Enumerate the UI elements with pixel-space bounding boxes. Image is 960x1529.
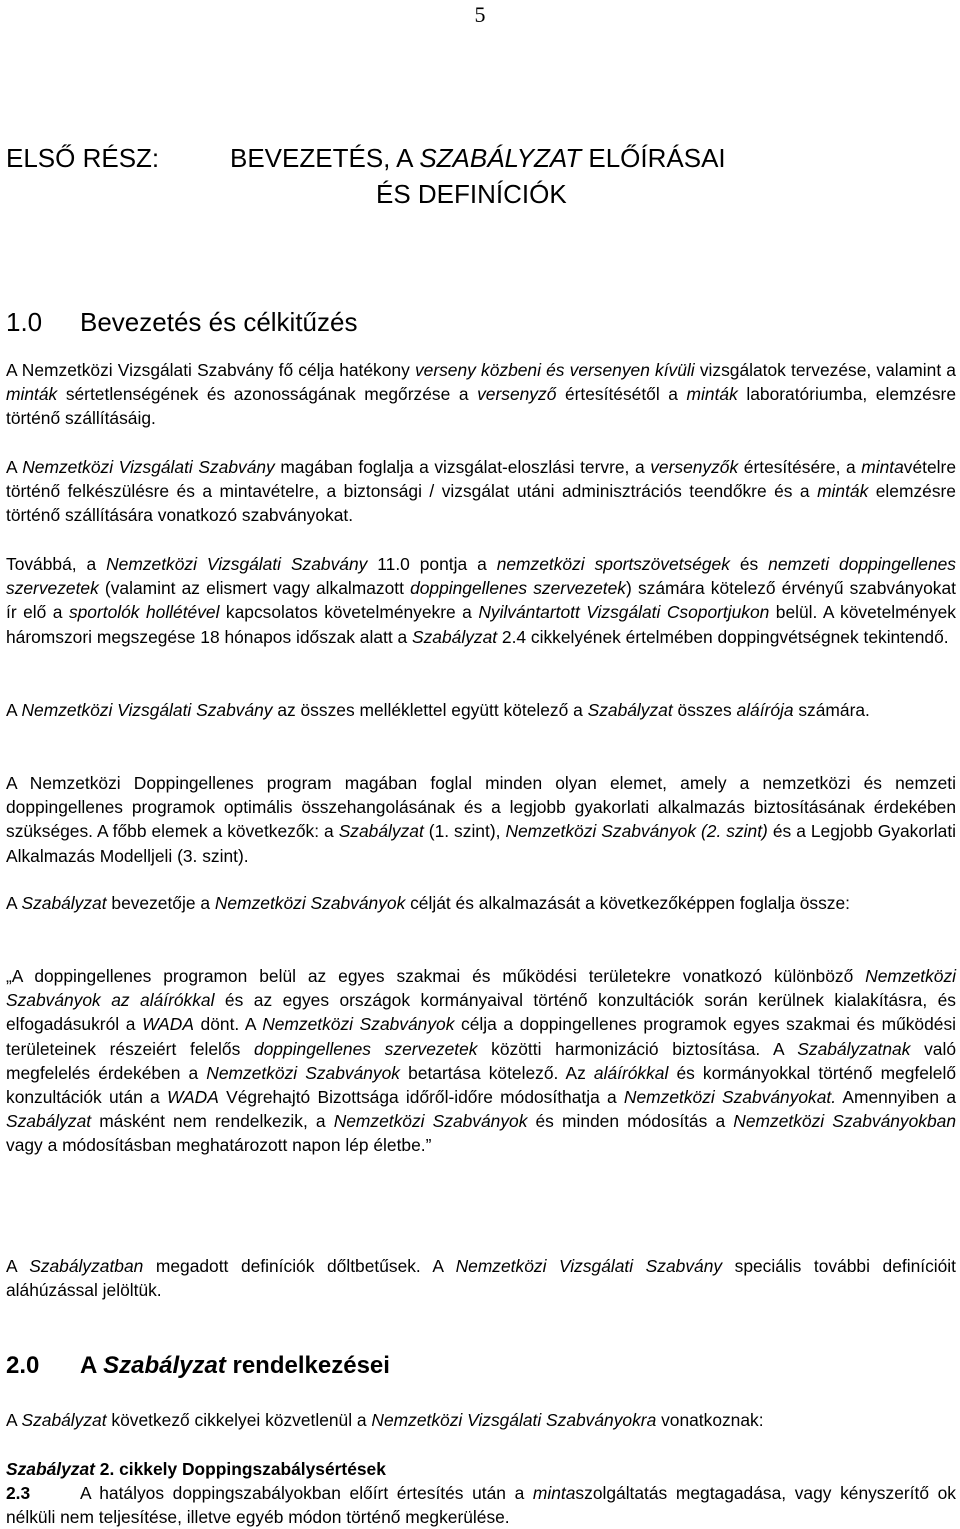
section-title: A Szabályzat rendelkezései xyxy=(80,1352,390,1379)
section-title: Bevezetés és célkitűzés xyxy=(80,307,358,337)
paragraph-6: A Szabályzat bevezetője a Nemzetközi Szabványok célját és alkalmazását a következőképpen foglalja össze: xyxy=(6,893,850,913)
part-title: BEVEZETÉS, A SZABÁLYZAT ELŐÍRÁSAI xyxy=(230,143,726,173)
quote-paragraph: „A doppingellenes programon belül az egyes szakmai és működési területekre vonatkozó különböző Nemzetközi Szabványok az aláírókkal és az egyes országok kormányaival történő konzultációk során kerülnek kialakításra, és elfogadásukról a WADA dönt. A Nemzetközi Szabványok célja a doppingellenes programok egyes szakmai és működési területeinek részeiért felelős doppingellenes szervezetek közötti harmonizáció biztosítása. A Szabályzatnak való megfelelés érdekében a Nemzetközi Szabványok betartása kötelező. Az aláírókkal és kormányokkal történő megfelelő konzultációk után a WADA Végrehajtó Bizottsága időről-időre módosíthatja a Nemzetközi Szabványokat. Amennyiben a Szabályzat másként nem rendelkezik, a Nemzetközi Szabványok és minden módosítás a Nemzetközi Szabványokban vagy a módosításban meghatározott napon lép életbe.” xyxy=(6,966,957,1156)
paragraph-2: A Nemzetközi Vizsgálati Szabvány magában foglalja a vizsgálat-eloszlási tervre, a versenyzők értesítésére, a mintavételre történő felkészülésre és a mintavételre, a biztonsági / vizsgálat utáni adminisztrációs teendőkre és a minták elemzésre történő szállítására vonatkozó szabványokat. xyxy=(6,457,956,526)
section-number: 2.0 xyxy=(6,1352,40,1379)
paragraph-definitions: A Szabályzatban megadott definíciók dőltbetűsek. A Nemzetközi Vizsgálati Szabvány speciális további definícióit aláhúzással jelöltük. xyxy=(6,1256,956,1301)
page-number: 5 xyxy=(474,2,486,27)
rule-2-3: 2.3 A hatályos doppingszabályokban előírt értesítés után a mintaszolgáltatás megtagadása, vagy kényszerítő ok nélküli nem teljesítése, illetve egyéb módon történő megkerülése. xyxy=(6,1483,956,1528)
paragraph-4: A Nemzetközi Vizsgálati Szabvány az összes melléklettel együtt kötelező a Szabályzat összes aláírója számára. xyxy=(6,700,870,720)
rule-number: 2.3 xyxy=(6,1483,31,1503)
paragraph-articles-intro: A Szabályzat következő cikkelyei közvetlenül a Nemzetközi Vizsgálati Szabványokra vonatkoznak: xyxy=(6,1410,764,1430)
section-heading-2 xyxy=(6,1350,390,1382)
paragraph-5: A Nemzetközi Doppingellenes program magában foglal minden olyan elemet, amely a nemzetközi és nemzeti doppingellenes programok optimális összehangolásának és a legjobb gyakorlati alkalmazás biztosításának érdekében szükséges. A főbb elemek a következők: a Szabályzat (1. szint), Nemzetközi Szabványok (2. szint) és a Legjobb Gyakorlati Alkalmazás Modelljeli (3. szint). xyxy=(6,773,957,866)
paragraph-3: Továbbá, a Nemzetközi Vizsgálati Szabvány 11.0 pontja a nemzetközi sportszövetségek és nemzeti doppingellenes szervezetek (valamint az elismert vagy alkalmazott doppingellenes szervezetek) számára kötelező érvényű szabványokat ír elő a sportolók hollétével kapcsolatos követelményekre a Nyilvántartott Vizsgálati Csoportjukon belül. A követelmények háromszori megszegése 18 hónapos időszak alatt a Szabályzat 2.4 cikkelyének értelmében doppingvétségnek tekintendő. xyxy=(6,554,957,647)
part-label: ELSŐ RÉSZ: xyxy=(6,143,160,173)
paragraph-1: A Nemzetközi Vizsgálati Szabvány fő célja hatékony verseny közbeni és versenyen kívüli vizsgálatok tervezése, valamint a minták sértetlenségének és azonosságának megőrzése a versenyző értesítésétől a minták laboratóriumba, elemzésre történő szállításáig. xyxy=(6,360,957,429)
article-heading: Szabályzat 2. cikkely Doppingszabálysértések xyxy=(6,1459,386,1479)
section-number: 1.0 xyxy=(6,307,43,337)
part-title-line2: ÉS DEFINÍCIÓK xyxy=(376,179,567,209)
section-heading-1 xyxy=(6,306,357,338)
